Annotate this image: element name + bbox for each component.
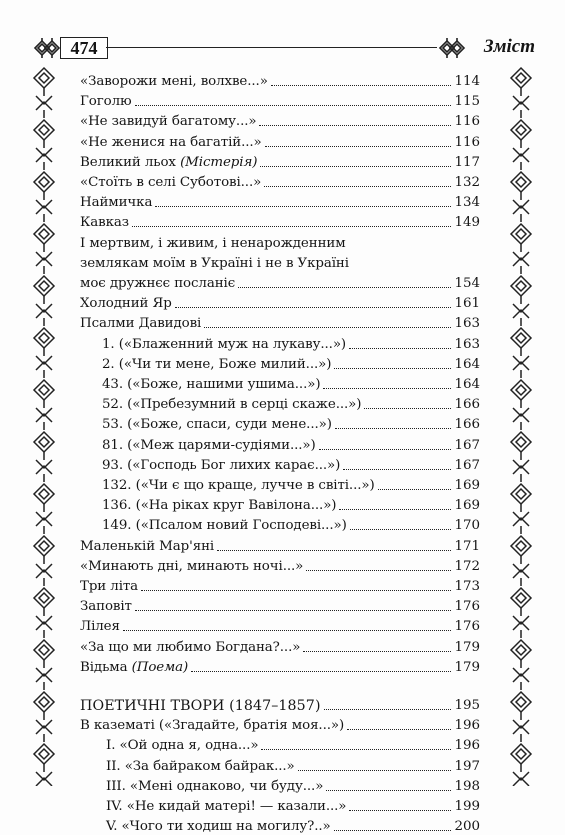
dot-leader	[238, 287, 451, 288]
toc-page-number: 171	[454, 538, 480, 554]
toc-page-number: 196	[454, 718, 480, 734]
toc-entry	[80, 656, 480, 676]
celtic-knot-ornament-icon	[32, 36, 62, 60]
toc-entry	[80, 272, 480, 292]
toc-entry	[80, 734, 480, 754]
dot-leader	[334, 368, 451, 369]
toc-entry	[80, 232, 480, 252]
toc-entry-title: 52. («Пребезумний в серці скаже...»)	[102, 397, 362, 413]
toc-entry	[80, 90, 480, 110]
toc-entry	[80, 393, 480, 413]
toc-entry	[80, 595, 480, 615]
dot-leader	[343, 469, 451, 470]
toc-page-number: 166	[454, 397, 480, 413]
toc-page-number: 163	[454, 336, 480, 352]
toc-page-number: 117	[454, 154, 480, 170]
header-rule	[106, 47, 437, 48]
dot-leader	[155, 206, 451, 207]
toc-entry-title: «Не женися на багатій...»	[80, 134, 262, 150]
toc-page-number: 200	[454, 819, 480, 835]
toc-page-number: 116	[454, 134, 480, 150]
toc-entry-title: ПОЕТИЧНІ ТВОРИ (1847–1857)	[80, 698, 321, 714]
dot-leader	[123, 630, 451, 631]
toc-entry-title: Заповіт	[80, 599, 132, 615]
dot-leader	[349, 810, 451, 811]
toc-entry-title: 43. («Боже, нашими ушима...»)	[102, 377, 321, 392]
dot-leader	[306, 570, 451, 571]
dot-leader	[339, 509, 451, 510]
toc-entry	[80, 191, 480, 211]
dot-leader	[265, 146, 451, 147]
toc-entry	[80, 636, 480, 656]
toc-page-number: 134	[454, 195, 480, 211]
toc-page-number: 114	[454, 74, 480, 89]
toc-page-number: 149	[454, 215, 480, 231]
celtic-knot-ornament-icon	[437, 36, 467, 60]
toc-entry-title: Відьма (Поема)	[80, 659, 189, 675]
toc-entry	[80, 151, 480, 171]
toc-entry-title: Лілея	[80, 619, 120, 635]
toc-entry-title: В казематі («Згадайте, братія моя...»)	[80, 718, 345, 734]
toc-page-number: 196	[454, 738, 480, 754]
toc-entry	[80, 575, 480, 595]
toc-entry-title: «Не завидуй багатому...»	[80, 114, 257, 130]
dot-leader	[364, 408, 451, 409]
toc-entry-title: Маленькій Мар'яні	[80, 538, 215, 554]
toc-entry-title: Кавказ	[80, 215, 129, 231]
toc-entry	[80, 775, 480, 795]
toc-page-number: 167	[454, 457, 480, 473]
toc-entry	[80, 171, 480, 191]
toc-entry-title: І мертвим, і живим, і ненарожденним	[80, 235, 346, 251]
toc-entry	[80, 535, 480, 555]
dot-leader	[271, 85, 451, 86]
toc-entry-title: 136. («На ріках круг Вавілона...»)	[102, 498, 337, 514]
toc-page-number: 198	[454, 778, 480, 794]
toc-entry-title: Псалми Давидові	[80, 316, 202, 332]
toc-page-number: 197	[454, 758, 480, 774]
toc-entry-title: 53. («Боже, спаси, суди мене...»)	[102, 417, 332, 433]
toc-page-number: 179	[454, 639, 480, 655]
toc-entry	[80, 353, 480, 373]
toc-entry-title: V. «Чого ти ходиш на могилу?..»	[106, 819, 331, 835]
toc-entry	[80, 615, 480, 635]
left-border-ornament-icon	[32, 66, 56, 786]
dot-leader	[298, 770, 451, 771]
dot-leader	[326, 790, 451, 791]
toc-entry	[80, 755, 480, 775]
toc-entry	[80, 714, 480, 734]
toc-page-number: 154	[454, 276, 480, 291]
dot-leader	[135, 105, 451, 106]
dot-leader	[335, 428, 451, 429]
dot-leader	[324, 709, 451, 710]
toc-page-number: 166	[454, 417, 480, 433]
toc-entry	[80, 312, 480, 332]
toc-entry	[80, 434, 480, 454]
dot-leader	[135, 610, 451, 611]
toc-page-number: 176	[454, 599, 480, 615]
section-heading-entry	[80, 694, 480, 714]
toc-entry-title: «Минають дні, минають ночі...»	[80, 558, 304, 574]
toc-page-number: 172	[454, 558, 480, 574]
toc-entry-title: Холодний Яр	[80, 296, 172, 312]
toc-entry	[80, 815, 480, 835]
toc-page-number: 163	[454, 316, 480, 332]
toc-entry	[80, 211, 480, 231]
toc-entry	[80, 252, 480, 272]
toc-entry	[80, 494, 480, 514]
dot-leader	[323, 388, 451, 389]
toc-entry-title: Наймичка	[80, 195, 153, 211]
toc-page-number: 179	[454, 659, 480, 675]
toc-page-number: 199	[454, 799, 480, 814]
toc-page-number: 195	[454, 698, 480, 713]
toc-entry	[80, 555, 480, 575]
toc-entry-title: I. «Ой одна я, одна...»	[106, 738, 259, 754]
toc-entry-title: Три літа	[80, 579, 139, 594]
toc-entry-title: «За що ми любимо Богдана?...»	[80, 639, 301, 655]
toc-entry-title: 81. («Меж царями-судіями...»)	[102, 437, 316, 453]
toc-entry-title: II. «За байраком байрак...»	[106, 758, 295, 774]
toc-entry-title: 93. («Господь Бог лихих карає...»)	[102, 457, 341, 473]
dot-leader	[303, 651, 451, 652]
toc-entry	[80, 514, 480, 534]
toc-entry	[80, 413, 480, 433]
toc-page-number: 173	[454, 579, 480, 594]
dot-leader	[175, 307, 451, 308]
toc-entry	[80, 373, 480, 393]
dot-leader	[350, 529, 451, 530]
toc-entry-title: 132. («Чи є що краще, лучче в світі...»)	[102, 478, 375, 493]
dot-leader	[378, 489, 451, 490]
toc-entry-title: «Стоїть в селі Суботові...»	[80, 175, 262, 190]
toc-entry	[80, 292, 480, 312]
toc-entry-title: IV. «Не кидай матері! — казали...»	[106, 799, 347, 814]
dot-leader	[204, 327, 451, 328]
page-number: 474	[60, 37, 108, 59]
toc-entry-title: «Заворожи мені, волхве...»	[80, 74, 268, 89]
toc-page-number: 161	[454, 296, 480, 312]
toc-page-number: 170	[454, 518, 480, 534]
toc-entry-title: 2. («Чи ти мене, Боже милий...»)	[102, 356, 332, 372]
dot-leader	[217, 550, 451, 551]
dot-leader	[260, 166, 451, 167]
toc-page-number: 116	[454, 114, 480, 130]
dot-leader	[132, 226, 451, 227]
toc-page-number: 167	[454, 437, 480, 453]
dot-leader	[347, 729, 451, 730]
toc-entry-title: землякам моїм в Україні і не в Україні	[80, 255, 349, 271]
toc-entry	[80, 110, 480, 130]
toc-page-number: 176	[454, 619, 480, 635]
toc-entry	[80, 454, 480, 474]
toc-page-number: 132	[454, 175, 480, 190]
toc-page-number: 169	[454, 478, 480, 493]
toc-entry-title: моє дружнєє посланіє	[80, 276, 236, 291]
toc-page-number: 169	[454, 498, 480, 514]
toc-entry-title: III. «Мені однаково, чи буду...»	[106, 778, 324, 794]
page-header	[0, 0, 565, 60]
dot-leader	[259, 125, 451, 126]
dot-leader	[319, 449, 451, 450]
dot-leader	[334, 830, 451, 831]
toc-entry	[80, 474, 480, 494]
dot-leader	[261, 749, 451, 750]
running-head: Зміст	[483, 36, 535, 57]
dot-leader	[349, 348, 451, 349]
dot-leader	[191, 671, 451, 672]
toc-entry	[80, 795, 480, 815]
toc-page-number: 164	[454, 377, 480, 392]
toc-entry	[80, 333, 480, 353]
toc-entry	[80, 70, 480, 90]
toc-entry-title: Великий льох (Містерія)	[80, 154, 258, 170]
toc-entry	[80, 131, 480, 151]
right-border-ornament-icon	[509, 66, 533, 786]
toc-entry-title: 149. («Псалом новий Господеві...»)	[102, 518, 347, 534]
toc-entry-title: Гоголю	[80, 94, 132, 110]
toc-page-number: 164	[454, 356, 480, 372]
toc-page-number: 115	[454, 94, 480, 110]
toc-entry-title: 1. («Блаженний муж на лукаву...»)	[102, 336, 347, 352]
dot-leader	[264, 186, 451, 187]
dot-leader	[141, 590, 451, 591]
